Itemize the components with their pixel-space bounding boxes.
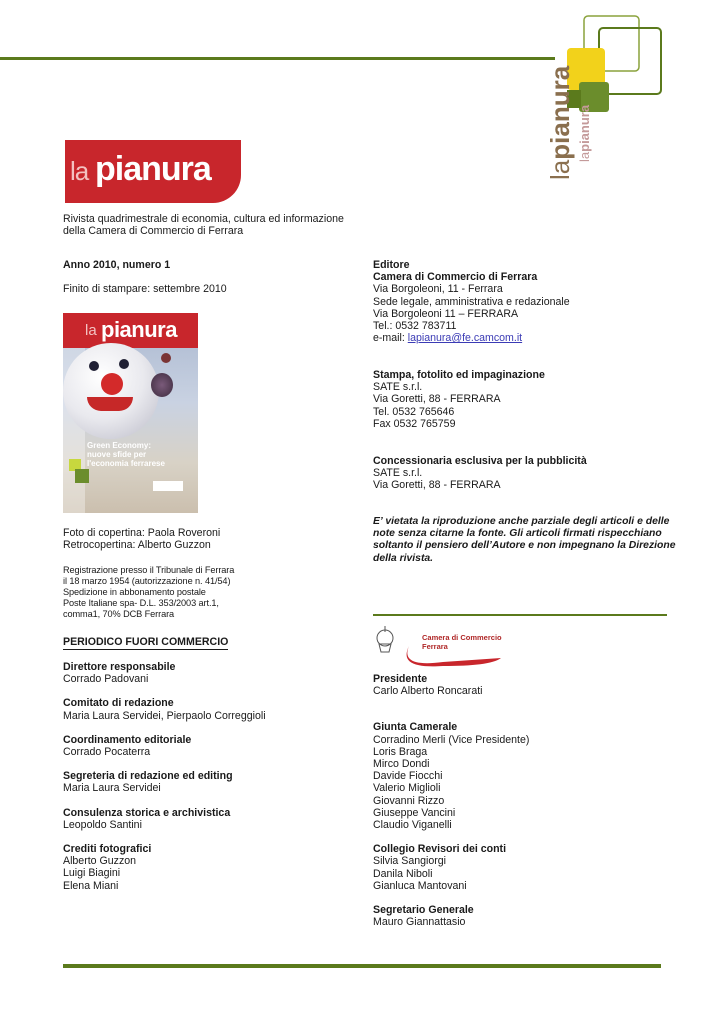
camera-governance: Presidente Carlo Alberto Roncarati Giunta Camerale Corradino Merli (Vice Presidente) Loris Braga Mirco Dondi Davide Fiocchi Valerio Miglioli Giovanni Rizzo Giuseppe Vancini Claudio Viganelli Collegio Revisori dei conti Silvia Sangiorgi Danila Niboli Gianluca Mantovani Segretario Generale Mauro Giannattasio xyxy=(373,673,530,929)
staff-list: Direttore responsabile Corrado Padovani Comitato di redazione Maria Laura Servidei, Pierpaolo Correggioli Coordinamento editoriale Corrado Pocaterra Segreteria di redazione ed editing Maria Laura Servidei Consulenza storica e archivistica Leopoldo Santini Crediti fotografici Alberto Guzzon Luigi Biagini Elena Miani xyxy=(63,661,266,892)
periodico-label: PERIODICO FUORI COMMERCIO xyxy=(63,636,228,650)
cover-headline: Green Economy: nuove sfide per l'economia ferrarese xyxy=(87,441,165,468)
camera-commercio-logo xyxy=(373,624,508,668)
magazine-logo xyxy=(65,140,241,203)
registration: Registrazione presso il Tribunale di Ferrara il 18 marzo 1954 (autorizzazione n. 41/54) Spedizione in abbonamento postale Poste Italiane spa- D.L. 353/2003 art.1, comma1, 70% DCB Ferrara xyxy=(63,565,235,619)
emblem-icon xyxy=(377,626,393,652)
subtitle: Rivista quadrimestrale di economia, cultura ed informazione della Camera di Commercio di Ferrara xyxy=(63,213,344,238)
svg-text:Ferrara: Ferrara xyxy=(422,642,448,651)
stampa-block: Stampa, fotolito ed impaginazione SATE s.r.l. Via Goretti, 88 - FERRARA Tel. 0532 765646 Fax 0532 765759 xyxy=(373,369,545,430)
top-rule xyxy=(0,57,555,60)
logo-swoosh xyxy=(407,646,501,666)
editore-block: Editore Camera di Commercio di Ferrara Via Borgoleoni, 11 - Ferrara Sede legale, amministrativa e redazionale Via Borgoleoni 11 – FERRARA Tel.: 0532 783711 e-mail: lapianura@fe.camcom.it xyxy=(373,259,570,345)
svg-text:Camera di Commercio: Camera di Commercio xyxy=(422,633,502,642)
email-link[interactable]: lapianura@fe.camcom.it xyxy=(407,332,523,345)
issue-info xyxy=(63,259,227,295)
corner-logo-graphic xyxy=(545,12,670,187)
cover-credits: Foto di copertina: Paola Roveroni Retrocopertina: Alberto Guzzon xyxy=(63,527,221,552)
copyright-notice: E’ vietata la riproduzione anche parziale degli articoli e delle note senza citarne la fonte. Gli articoli firmati rispecchiano soltanto il pensiero dell’Autore e non impegnano la Direzione della rivista. xyxy=(373,516,676,564)
pubblicita-block: Concessionaria esclusiva per la pubblicità SATE s.r.l. Via Goretti, 88 - FERRARA xyxy=(373,455,587,492)
side-brand-large: lapianura xyxy=(545,65,575,180)
logo-pianura: pianura xyxy=(95,150,211,188)
issue-number: Anno 2010, numero 1 xyxy=(63,259,171,271)
bottom-rule xyxy=(63,964,661,968)
printed-date: Finito di stampare: settembre 2010 xyxy=(63,283,227,296)
side-brand-small: lapianura xyxy=(577,104,592,162)
right-rule xyxy=(373,614,667,616)
cover-image: la pianura Green Economy: nuove sfide per l'economia ferrarese xyxy=(63,313,198,513)
logo-la: la xyxy=(70,156,89,186)
